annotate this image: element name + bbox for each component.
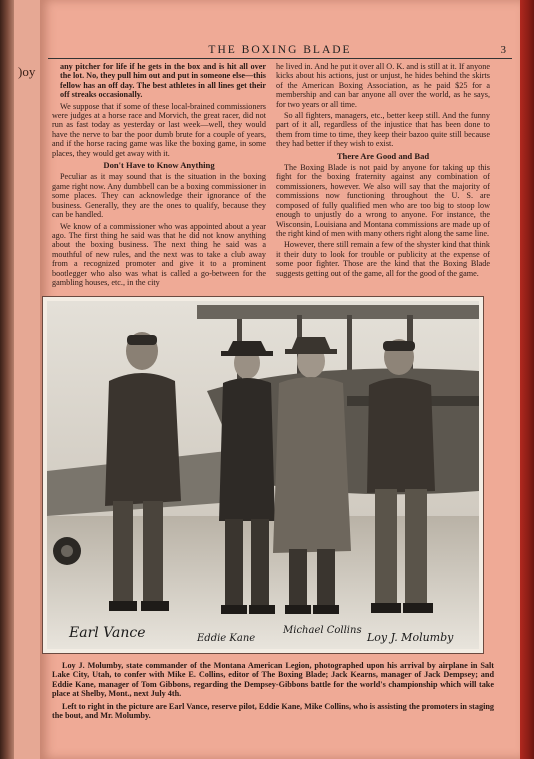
right-column-paragraph: However, there still remain a few of the shyster kind that think it their duty to look for trouble or publicity at the expense of some poor fighter. Those are the kind that the Boxing Blade suggests getting out of the game, all for the good of the game.	[276, 240, 490, 278]
magazine-page	[40, 0, 520, 759]
left-column-paragraph: We know of a commissioner who was appointed about a year ago. The first thing he said was that he did not know anything about the boxing business. The next thing he said was a mouthful of new rules, and the next was to take a club away from a recognized promoter and give it to a prominent bootlegger who also was what is called a go-between for the gambling houses, etc., in the city	[52, 221, 266, 287]
group-photograph	[47, 301, 479, 649]
left-column-paragraph: We suppose that if some of these local-brained commissioners were judges at a horse race and Morvich, the great racer, did not run as fast today as yesterday or last week—well, they would have the nerve to bar the poor dumb brute for a couple of years, and if the horse racing game was like the boxing game, in some places, they would get away with it.	[52, 101, 266, 158]
photograph-frame	[42, 296, 484, 654]
signature-2: Eddie Kane	[197, 633, 256, 644]
left-column	[52, 62, 266, 289]
page-header-title: THE BOXING BLADE	[208, 44, 352, 56]
photo-caption	[52, 661, 494, 723]
left-column-paragraph: Peculiar as it may sound that is the situation in the boxing game right now. Any dumbbell can be a boxing commissioner in some places. They can acknowledge their ignorance of the business. Generally, they are the ones to qualify, because they can be handled.	[52, 172, 266, 220]
right-column-paragraph: he lived in. And he put it over all O. K. and is still at it. If anyone kicks about his actions, just or unjust, he hides behind the skirts of the American Boxing Association, as he paid $25 for a membership and can bar anyone all over the world, as he says, for two years or all time.	[276, 62, 490, 109]
caption-paragraph: Loy J. Molumby, state commander of the Montana American Legion, photographed upon his arrival by airplane in Salt Lake City, Utah, to confer with Mike E. Collins, editor of The Boxing Blade; Jack Kearns, manager of Jack Dempsey; and Eddie Kane, manager of Tom Gibbons, regarding the Dempsey-Gibbons battle for the world's championship which will take place at Shelby, Mont., next July 4th.	[52, 661, 494, 699]
previous-page-edge	[14, 0, 43, 759]
page-number: 3	[500, 44, 506, 56]
header-rule	[48, 58, 512, 59]
right-column-heading: There Are Good and Bad	[336, 150, 430, 161]
left-column-intro: any pitcher for life if he gets in the box and is hit all over the lot. No, they pull him out and put in someone else—this fellow has an off day. The best athletes in all lines get their off streaks occasionally.	[60, 62, 266, 100]
right-column	[276, 62, 490, 280]
book-edge-right	[520, 0, 534, 759]
signature-3: Michael Collins	[283, 625, 362, 636]
photo-illustration	[47, 301, 479, 649]
signature-4: Loy J. Molumby	[367, 631, 454, 644]
right-column-paragraph: So all fighters, managers, etc., better keep still. And the funny part of it all, regardless of the injustice that has been done to them from time to time, they keep their bazoo quite still because they had better if they wish to exist.	[276, 111, 490, 149]
right-column-paragraph: The Boxing Blade is not paid by anyone for taking up this fight for the boxing fraternity against any combination of commissioners, however. We also will say that the majority of commissions now functioning throughout the U. S. are composed of fully qualified men who are too big to stoop low enough to unjustly do a wrong to anyone. For instance, the Wisconsin, Louisiana and Montana commissions are made up of the right kind of men with many others right along the same line.	[276, 163, 490, 238]
left-column-heading: Don't Have to Know Anything	[103, 160, 215, 171]
signature-1: Earl Vance	[69, 625, 146, 641]
caption-paragraph: Left to right in the picture are Earl Vance, reserve pilot, Eddie Kane, Mike Collins, who is assisting the promoters in staging the bout, and Mr. Molumby.	[52, 701, 494, 721]
previous-page-fragment-1: )oy	[18, 64, 36, 79]
